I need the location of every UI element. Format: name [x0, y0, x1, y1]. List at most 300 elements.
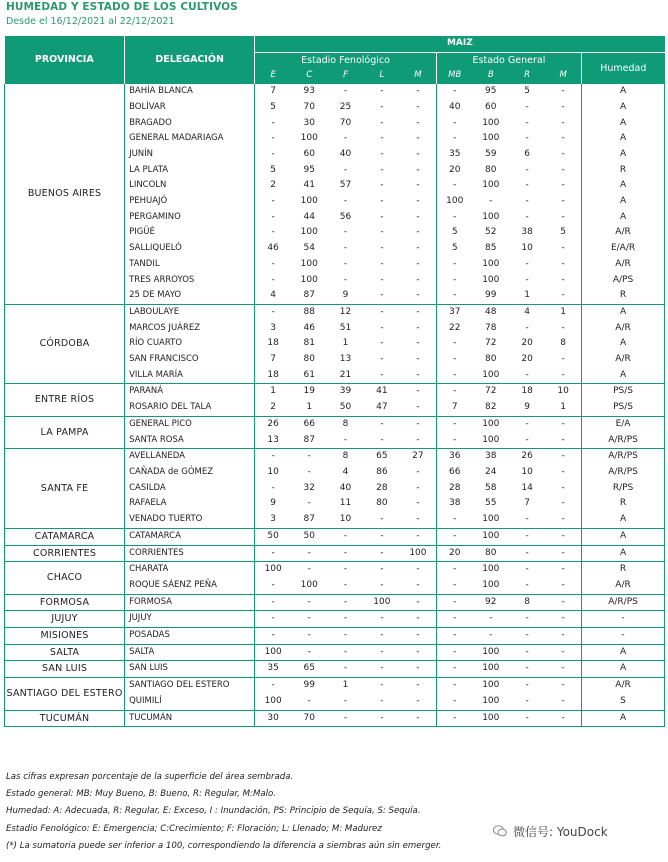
province-name: LA PAMPA — [5, 416, 125, 448]
value-cell: - — [271, 579, 275, 590]
value-cell: - — [400, 694, 436, 710]
value-cell: - — [380, 579, 384, 590]
value-cell: 9 — [270, 498, 277, 509]
value-cell: - — [525, 211, 529, 222]
value-cell: 8 — [509, 594, 545, 611]
value-cell: 60 — [303, 148, 315, 159]
value-cell: - — [561, 211, 565, 222]
value-cell: - — [271, 227, 275, 238]
footnote: (*) La sumatoria puede ser inferior a 100, correspondiendo la diferencia a siembras aún sin emerger. — [6, 840, 442, 851]
value-cell: - — [291, 562, 327, 578]
value-cell: - — [343, 196, 348, 207]
delegation-name: RÍO CUARTO — [125, 336, 255, 352]
value-cell: - — [545, 628, 581, 645]
value-cell: 100 — [482, 258, 500, 269]
value-cell: - — [436, 528, 472, 545]
value-cell: - — [400, 352, 436, 368]
value-cell: - — [291, 594, 327, 611]
value-cell: - — [400, 481, 436, 497]
value-cell: - — [561, 290, 565, 301]
value-cell: - — [380, 148, 384, 159]
humidity-cell: A/R/PS — [582, 449, 665, 465]
delegation-name: SAN FRANCISCO — [125, 352, 255, 368]
value-cell: - — [473, 611, 509, 628]
value-cell: - — [343, 164, 348, 175]
value-cell: - — [525, 579, 529, 590]
humidity-cell: R — [582, 163, 665, 179]
value-cell: - — [489, 196, 493, 207]
value-cell: - — [364, 644, 400, 661]
value-cell: - — [380, 514, 384, 525]
value-cell: - — [525, 101, 529, 112]
value-cell: - — [453, 290, 457, 301]
value-cell: 4 — [509, 304, 545, 320]
value-cell: 50 — [291, 528, 327, 545]
value-cell: - — [255, 611, 291, 628]
value-cell: - — [271, 148, 275, 159]
humidity-cell: A — [582, 661, 665, 678]
value-cell: - — [400, 465, 436, 481]
header-fenologico: Estadio Fenológico — [255, 52, 437, 68]
humidity-cell: A/R — [582, 225, 665, 241]
value-cell: 100 — [300, 258, 318, 269]
value-cell: 8 — [327, 449, 363, 465]
value-cell: - — [545, 528, 581, 545]
value-cell: 93 — [303, 86, 315, 97]
value-cell: - — [364, 710, 400, 727]
value-cell: 26 — [255, 416, 291, 432]
value-cell: 66 — [448, 466, 461, 477]
humidity-cell: - — [582, 628, 665, 645]
value-cell: - — [400, 628, 436, 645]
value-cell: 10 — [267, 466, 279, 477]
header-humedad: Humedad — [582, 52, 665, 84]
delegation-name: TANDIL — [125, 257, 255, 273]
value-cell: 19 — [291, 384, 327, 400]
value-cell: - — [364, 661, 400, 678]
value-cell: 65 — [364, 449, 400, 465]
value-cell: - — [545, 611, 581, 628]
humidity-cell: PS/S — [582, 400, 665, 416]
humidity-cell: A — [582, 528, 665, 545]
value-cell: - — [525, 180, 529, 191]
value-cell: 12 — [327, 304, 363, 320]
value-cell: 100 — [473, 661, 509, 678]
value-cell: 20 — [521, 338, 533, 349]
value-cell: 56 — [339, 211, 352, 222]
table-body — [5, 84, 665, 727]
header-provincia: PROVINCIA — [5, 36, 125, 84]
value-cell: - — [509, 678, 545, 694]
value-cell: 54 — [303, 243, 315, 254]
humidity-cell: A — [582, 131, 665, 147]
value-cell: 100 — [482, 117, 500, 128]
value-cell: - — [400, 368, 436, 384]
value-cell: 9 — [342, 290, 349, 301]
value-cell: 100 — [473, 416, 509, 432]
value-cell: - — [400, 710, 436, 727]
value-cell: 2 — [270, 402, 277, 413]
value-cell: 58 — [485, 482, 497, 493]
value-cell: - — [380, 86, 384, 97]
value-cell: 25 — [339, 101, 352, 112]
value-cell: - — [327, 644, 363, 661]
humidity-cell: E/A/R — [582, 241, 665, 257]
value-cell: - — [343, 227, 348, 238]
value-cell: - — [453, 434, 457, 445]
col-c: C — [291, 68, 327, 84]
value-cell: - — [380, 211, 384, 222]
value-cell: - — [525, 514, 529, 525]
value-cell: 5 — [451, 227, 458, 238]
delegation-name: JUJUY — [125, 611, 255, 628]
value-cell: 6 — [524, 148, 530, 159]
value-cell: 24 — [485, 466, 497, 477]
value-cell: - — [561, 117, 565, 128]
value-cell: 100 — [364, 594, 400, 611]
value-cell: - — [255, 628, 291, 645]
value-cell: 59 — [485, 148, 497, 159]
value-cell: - — [271, 117, 275, 128]
value-cell: 80 — [303, 354, 315, 365]
value-cell: - — [364, 528, 400, 545]
delegation-name: 25 DE MAYO — [125, 288, 255, 304]
value-cell: - — [271, 258, 275, 269]
value-cell: 85 — [485, 243, 497, 254]
value-cell: - — [400, 661, 436, 678]
value-cell: 1 — [560, 402, 567, 413]
humidity-cell: A/R/PS — [582, 433, 665, 449]
value-cell: - — [545, 416, 581, 432]
value-cell: 88 — [291, 304, 327, 320]
value-cell: - — [400, 288, 436, 304]
value-cell: 18 — [509, 384, 545, 400]
value-cell: - — [525, 117, 529, 128]
value-cell: 8 — [560, 338, 567, 349]
col-e: E — [255, 68, 291, 84]
value-cell: - — [400, 163, 436, 179]
value-cell: 10 — [339, 514, 352, 525]
value-cell: - — [525, 133, 529, 144]
value-cell: 87 — [303, 514, 315, 525]
value-cell: 18 — [267, 369, 279, 380]
value-cell: - — [509, 710, 545, 727]
value-cell: 37 — [436, 304, 472, 320]
value-cell: - — [271, 211, 275, 222]
col-mb: MB — [436, 68, 472, 84]
value-cell: 95 — [485, 86, 497, 97]
value-cell: 35 — [255, 661, 291, 678]
value-cell: - — [271, 482, 275, 493]
value-cell: 1 — [545, 304, 581, 320]
value-cell: - — [364, 304, 400, 320]
delegation-name: BOLÍVAR — [125, 100, 255, 116]
value-cell: - — [545, 562, 581, 578]
humidity-cell: A — [582, 116, 665, 132]
value-cell: 100 — [300, 196, 318, 207]
delegation-name: SALLIQUELÓ — [125, 241, 255, 257]
value-cell: - — [400, 273, 436, 289]
humidity-cell: A/R/PS — [582, 594, 665, 611]
province-name: SANTA FE — [5, 449, 125, 529]
value-cell: - — [307, 695, 311, 706]
value-cell: - — [400, 100, 436, 116]
value-cell: 70 — [339, 117, 352, 128]
delegation-name: FORMOSA — [125, 594, 255, 611]
value-cell: 40 — [339, 148, 352, 159]
value-cell: - — [380, 164, 384, 175]
value-cell: 1 — [306, 402, 313, 413]
value-cell: - — [453, 211, 457, 222]
value-cell: - — [343, 258, 348, 269]
humidity-cell: A — [582, 512, 665, 528]
value-cell: - — [271, 274, 275, 285]
value-cell: 100 — [482, 180, 500, 191]
value-cell: - — [561, 482, 565, 493]
delegation-name: LINCOLN — [125, 178, 255, 194]
watermark-text: 微信号: YouDock — [513, 825, 608, 839]
value-cell: 13 — [339, 354, 352, 365]
col-f: F — [327, 68, 363, 84]
value-cell: 100 — [482, 579, 500, 590]
value-cell: - — [436, 628, 472, 645]
value-cell: - — [400, 210, 436, 226]
value-cell: - — [453, 695, 457, 706]
value-cell: - — [271, 196, 275, 207]
humidity-cell: R — [582, 288, 665, 304]
value-cell: 28 — [376, 482, 388, 493]
delegation-name: POSADAS — [125, 628, 255, 645]
province-name: BUENOS AIRES — [5, 84, 125, 304]
value-cell: 86 — [376, 466, 388, 477]
value-cell: - — [291, 644, 327, 661]
value-cell: - — [436, 384, 472, 400]
value-cell: - — [453, 354, 457, 365]
value-cell: 39 — [327, 384, 363, 400]
value-cell: - — [400, 131, 436, 147]
delegation-name: MARCOS JUÁREZ — [125, 321, 255, 337]
delegation-name: LABOULAYE — [125, 304, 255, 320]
province-name: JUJUY — [5, 611, 125, 628]
value-cell: - — [525, 196, 529, 207]
value-cell: - — [525, 695, 529, 706]
humidity-cell: A/R — [582, 321, 665, 337]
value-cell: - — [343, 133, 348, 144]
value-cell: 5 — [451, 243, 458, 254]
value-cell: - — [380, 243, 384, 254]
humidity-cell: A — [582, 178, 665, 194]
value-cell: 4 — [270, 290, 277, 301]
humidity-cell: R — [582, 562, 665, 578]
value-cell: 20 — [448, 164, 461, 175]
value-cell: 35 — [448, 148, 461, 159]
value-cell: - — [343, 579, 348, 590]
humidity-cell: A — [582, 84, 665, 100]
value-cell: - — [436, 611, 472, 628]
value-cell: - — [364, 545, 400, 562]
value-cell: - — [453, 514, 457, 525]
value-cell: - — [509, 562, 545, 578]
value-cell: - — [436, 644, 472, 661]
value-cell: - — [509, 611, 545, 628]
province-name: CÓRDOBA — [5, 304, 125, 384]
value-cell: 46 — [267, 243, 279, 254]
value-cell: - — [327, 562, 363, 578]
value-cell: - — [291, 545, 327, 562]
value-cell: 100 — [473, 562, 509, 578]
value-cell: 21 — [339, 369, 352, 380]
value-cell: 99 — [291, 678, 327, 694]
delegation-name: VILLA MARÍA — [125, 368, 255, 384]
value-cell: - — [561, 258, 565, 269]
value-cell: 40 — [339, 482, 352, 493]
value-cell: 5 — [270, 101, 277, 112]
value-cell: 57 — [339, 180, 352, 191]
value-cell: 30 — [255, 710, 291, 727]
value-cell: - — [509, 416, 545, 432]
value-cell: - — [327, 628, 363, 645]
value-cell: - — [561, 101, 565, 112]
page-title: HUMEDAD Y ESTADO DE LOS CULTIVOS — [6, 1, 238, 13]
value-cell: 11 — [339, 498, 352, 509]
humidity-cell: A — [582, 545, 665, 562]
delegation-name: SAN LUIS — [125, 661, 255, 678]
value-cell: - — [255, 678, 291, 694]
value-cell: - — [343, 695, 348, 706]
value-cell: - — [343, 434, 348, 445]
value-cell: - — [380, 369, 384, 380]
value-cell: - — [343, 243, 348, 254]
col-gm: M — [545, 68, 581, 84]
footnotes — [6, 769, 441, 855]
value-cell: - — [255, 304, 291, 320]
value-cell: - — [380, 227, 384, 238]
value-cell: 8 — [327, 416, 363, 432]
value-cell: - — [436, 594, 472, 611]
humidity-cell: A — [582, 710, 665, 727]
value-cell: - — [343, 86, 348, 97]
value-cell: 3 — [270, 514, 277, 525]
value-cell: 99 — [485, 290, 497, 301]
delegation-name: CASILDA — [125, 481, 255, 497]
value-cell: - — [400, 644, 436, 661]
value-cell: 100 — [264, 695, 282, 706]
delegation-name: LA PLATA — [125, 163, 255, 179]
value-cell: 100 — [482, 695, 500, 706]
value-cell: 100 — [446, 196, 464, 207]
value-cell: - — [400, 147, 436, 163]
value-cell: 100 — [482, 274, 500, 285]
value-cell: 7 — [270, 354, 277, 365]
value-cell: - — [509, 628, 545, 645]
value-cell: - — [561, 354, 565, 365]
value-cell: - — [380, 434, 384, 445]
value-cell: 70 — [303, 101, 315, 112]
value-cell: - — [291, 628, 327, 645]
value-cell: - — [509, 528, 545, 545]
delegation-name: CAÑADA de GÓMEZ — [125, 465, 255, 481]
value-cell: 65 — [291, 661, 327, 678]
value-cell: - — [400, 194, 436, 210]
value-cell: 78 — [485, 322, 497, 333]
province-name: FORMOSA — [5, 594, 125, 611]
value-cell: 80 — [485, 164, 497, 175]
value-cell: - — [327, 545, 363, 562]
delegation-name: PEHUAJÓ — [125, 194, 255, 210]
value-cell: 26 — [509, 449, 545, 465]
value-cell: 1 — [342, 338, 349, 349]
value-cell: 100 — [300, 133, 318, 144]
value-cell: 81 — [303, 338, 315, 349]
value-cell: - — [400, 178, 436, 194]
value-cell: - — [561, 196, 565, 207]
value-cell: 38 — [473, 449, 509, 465]
footnote: Humedad: A: Adecuada, R: Regular, E: Exceso, I : Inundación, PS: Principio de Sequía, S: Sequía. — [6, 806, 421, 817]
value-cell: 5 — [560, 227, 567, 238]
value-cell: 41 — [303, 180, 315, 191]
table-row — [5, 710, 665, 727]
footnote: Estadio Fenológico: E: Emergencia; C:Crecimiento; F: Floración; L: Llenado; M: Madurez — [6, 823, 382, 834]
col-l: L — [364, 68, 400, 84]
value-cell: - — [400, 512, 436, 528]
value-cell: - — [364, 611, 400, 628]
value-cell: 72 — [485, 338, 497, 349]
col-m: M — [400, 68, 436, 84]
value-cell: 60 — [485, 101, 497, 112]
humidity-cell: A — [582, 336, 665, 352]
value-cell: - — [561, 579, 565, 590]
value-cell: - — [525, 434, 529, 445]
value-cell: - — [327, 661, 363, 678]
value-cell: 70 — [291, 710, 327, 727]
delegation-name: PARANÁ — [125, 384, 255, 400]
table-row — [5, 528, 665, 545]
delegation-name: CORRIENTES — [125, 545, 255, 562]
province-name: CHACO — [5, 562, 125, 594]
humidity-cell: A — [582, 100, 665, 116]
value-cell: 10 — [521, 466, 533, 477]
value-cell: 7 — [451, 402, 458, 413]
value-cell: - — [509, 644, 545, 661]
value-cell: - — [380, 322, 384, 333]
value-cell: - — [525, 322, 529, 333]
value-cell: - — [561, 514, 565, 525]
province-name: SALTA — [5, 644, 125, 661]
value-cell: - — [545, 710, 581, 727]
value-cell: 51 — [339, 322, 352, 333]
delegation-name: SALTA — [125, 644, 255, 661]
value-cell: 100 — [255, 562, 291, 578]
value-cell: - — [343, 274, 348, 285]
value-cell: 20 — [521, 354, 533, 365]
value-cell: - — [561, 695, 565, 706]
value-cell: 46 — [303, 322, 315, 333]
value-cell: 20 — [436, 545, 472, 562]
humidity-cell: A/R — [582, 352, 665, 368]
value-cell: - — [525, 274, 529, 285]
value-cell: - — [545, 661, 581, 678]
value-cell: 1 — [255, 384, 291, 400]
delegation-name: VENADO TUERTO — [125, 512, 255, 528]
footnote: Las cifras expresan porcentaje de la superficie del área sembrada. — [6, 772, 294, 782]
delegation-name: RAFAELA — [125, 496, 255, 512]
humidity-cell: A — [582, 210, 665, 226]
province-name: CATAMARCA — [5, 528, 125, 545]
header-delegacion: DELEGACIÓN — [125, 36, 255, 84]
wechat-watermark — [493, 823, 608, 840]
table-row — [5, 449, 665, 465]
delegation-name: BAHÍA BLANCA — [125, 84, 255, 100]
